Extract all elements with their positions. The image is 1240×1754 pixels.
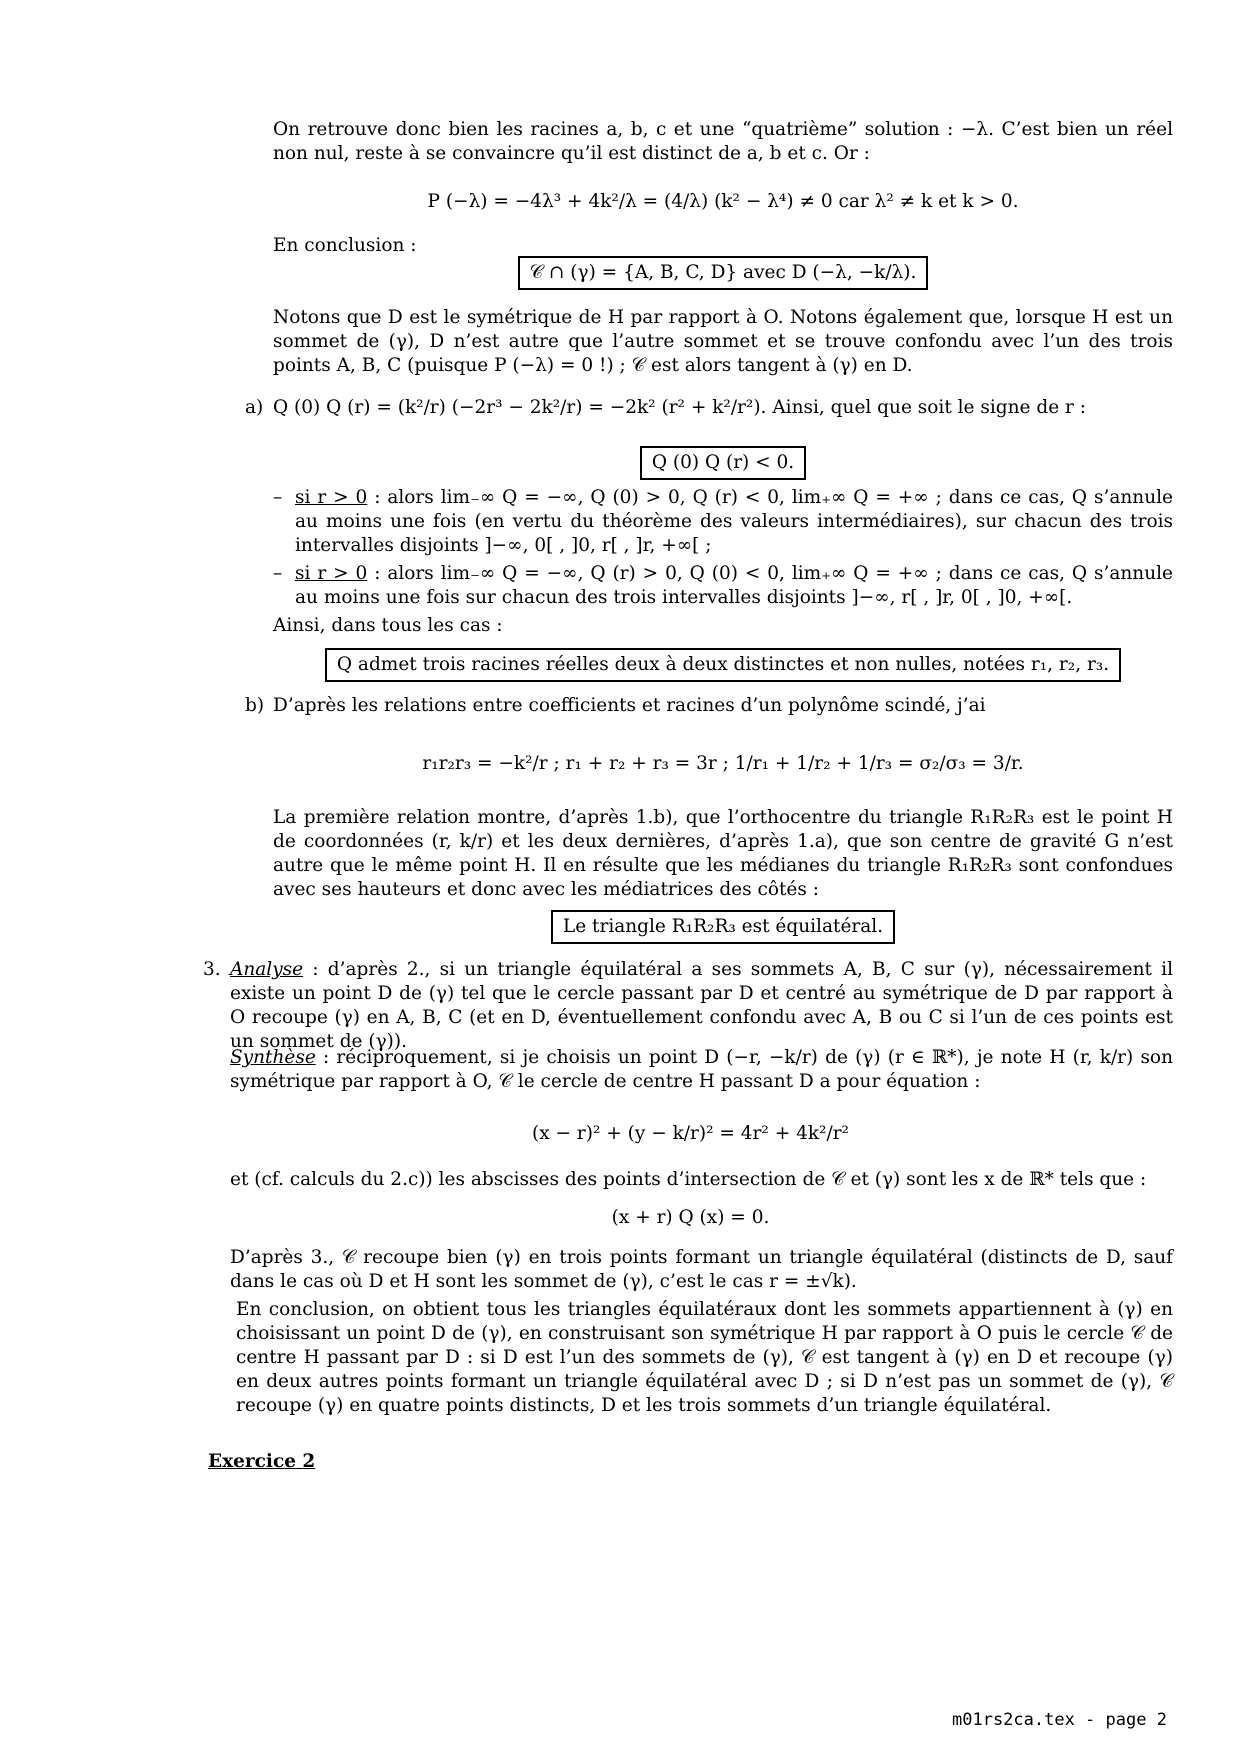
result-box-3: Q admet trois racines réelles deux à deux distinctes et non nulles, notées r₁, r₂, r₃.: [325, 648, 1121, 682]
synthese-label: Synthèse: [230, 1047, 316, 1068]
dapres3-paragraph: D’après 3., 𝒞 recoupe bien (γ) en trois points formant un triangle équilatéral (distincts de D, sauf dans le cas où D et H sont les sommet de (γ), c’est le cas r = ±√k).: [230, 1247, 1173, 1292]
premiere-paragraph: La première relation montre, d’après 1.b), que l’orthocentre du triangle R₁R₂R₃ est le point H de coordonnées (r, k/r) et les deux dernières, d’après 1.a), que son centre de gravité G n’est autre que le même point H. Il en résulte que les médianes du triangle R₁R₂R₃ sont confondues avec ses hauteurs et donc avec les médiatrices des côtés :: [273, 807, 1173, 900]
synthese-paragraph: [230, 1046, 1173, 1094]
case-2-text: : alors lim₋∞ Q = −∞, Q (r) > 0, Q (0) < 0, lim₊∞ Q = +∞ ; dans ce cas, Q s’annule au moins une fois sur chacun des trois intervalles disjoints ]−∞, r[ , ]r, 0[ , ]0, +∞[.: [295, 563, 1173, 608]
boxed-result-q-sign: [273, 446, 1173, 480]
item-a-label: a): [245, 397, 264, 418]
bullet-dash-1: –: [273, 487, 283, 508]
synthese-text: : réciproquement, si je choisis un point D (−r, −k/r) de (γ) (r ∈ ℝ*), je note H (r, k/r) son symétrique par rapport à O, 𝒞 le cercle de centre H passant D a pour équation :: [230, 1047, 1173, 1092]
analyse-text: : d’après 2., si un triangle équilatéral a ses sommets A, B, C sur (γ), nécessairement il existe un point D de (γ) tel que le cercle passant par D et centré au symétrique de D par rapport à O recoupe (γ) en A, B, C (et en D, éventuellement confondu avec A, B ou C si l’un de ces points est un sommet de (γ)).: [230, 959, 1173, 1052]
notons-paragraph: Notons que D est le symétrique de H par rapport à O. Notons également que, lorsque H est un sommet de (γ), D n’est autre que l’autre sommet et se trouve confondu avec l’un des trois points A, B, C (puisque P (−λ) = 0 !) ; 𝒞 est alors tangent à (γ) en D.: [273, 307, 1173, 376]
cf-paragraph: et (cf. calculs du 2.c)) les abscisses des points d’intersection de 𝒞 et (γ) sont les x de ℝ* tels que :: [230, 1169, 1147, 1190]
page-footer: m01rs2ca.tex - page 2: [952, 1710, 1167, 1730]
boxed-result-equilateral: [273, 910, 1173, 944]
item-b-label: b): [245, 695, 265, 716]
boxed-result-roots: [273, 648, 1173, 682]
case-2-paragraph: [295, 562, 1173, 610]
equation-p-minus-lambda: P (−λ) = −4λ³ + 4k²/λ = (4/λ) (k² − λ⁴) ≠ 0 car λ² ≠ k et k > 0.: [427, 191, 1019, 212]
result-box-1: 𝒞 ∩ (γ) = {A, B, C, D} avec D (−λ, −k/λ).: [518, 256, 929, 290]
intro-paragraph: On retrouve donc bien les racines a, b, c et une “quatrième” solution : −λ. C’est bien un réel non nul, reste à se convaincre qu’il est distinct de a, b et c. Or :: [273, 119, 1173, 164]
boxed-result-intersection: [273, 256, 1173, 290]
bullet-dash-2: –: [273, 563, 283, 584]
ainsi-label: Ainsi, dans tous les cas :: [273, 615, 503, 636]
exercise-title: Exercice 2: [208, 1451, 316, 1472]
case-1-paragraph: [295, 486, 1173, 558]
case-1-text: : alors lim₋∞ Q = −∞, Q (0) > 0, Q (r) < 0, lim₊∞ Q = +∞ ; dans ce cas, Q s’annule au moins une fois (en vertu du théorème des valeurs intermédiaires), sur chacun des trois intervalles disjoints ]−∞, 0[ , ]0, r[ , ]r, +∞[ ;: [295, 487, 1173, 556]
equation-xq: (x + r) Q (x) = 0.: [611, 1207, 770, 1228]
analyse-paragraph: [230, 958, 1173, 1054]
final-conclusion-paragraph: En conclusion, on obtient tous les triangles équilatéraux dont les sommets appartiennent à (γ) en choisissant un point D de (γ), en construisant son symétrique H par rapport à O puis le cercle 𝒞 de centre H passant par D : si D est l’un des sommets de (γ), 𝒞 est tangent à (γ) en D et recoupe (γ) en deux autres points formant un triangle équilatéral avec D ; si D n’est pas un sommet de (γ), 𝒞 recoupe (γ) en quatre points distincts, D et les trois sommets d’un triangle équilatéral.: [236, 1299, 1173, 1416]
equation-relations: r₁r₂r₃ = −k²/r ; r₁ + r₂ + r₃ = 3r ; 1/r₁ + 1/r₂ + 1/r₃ = σ₂/σ₃ = 3/r.: [422, 753, 1024, 774]
item-a-equation: Q (0) Q (r) = (k²/r) (−2r³ − 2k²/r) = −2k² (r² + k²/r²). Ainsi, quel que soit le signe de r :: [273, 397, 1087, 418]
analyse-label: Analyse: [230, 959, 304, 980]
item-3-label: 3.: [203, 959, 221, 980]
case-2-condition: si r > 0: [295, 563, 368, 584]
item-b-text: D’après les relations entre coefficients et racines d’un polynôme scindé, j’ai: [273, 695, 986, 716]
case-1-condition: si r > 0: [295, 487, 368, 508]
equation-circle: (x − r)² + (y − k/r)² = 4r² + 4k²/r²: [532, 1123, 849, 1144]
result-box-4: Le triangle R₁R₂R₃ est équilatéral.: [551, 910, 895, 944]
conclusion-label: En conclusion :: [273, 235, 417, 256]
result-box-2: Q (0) Q (r) < 0.: [640, 446, 806, 480]
